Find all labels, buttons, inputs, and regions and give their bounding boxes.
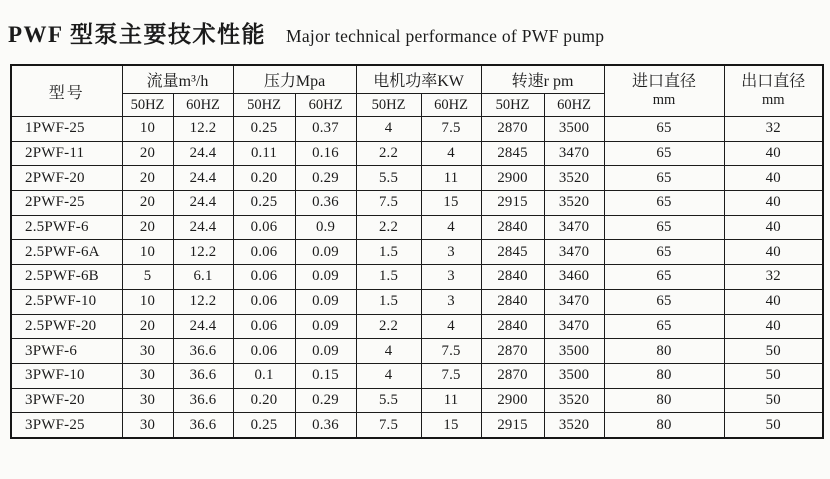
table-cell: 65 bbox=[604, 240, 724, 265]
table-cell: 2840 bbox=[481, 314, 544, 339]
table-cell: 0.09 bbox=[295, 339, 356, 364]
table-cell: 65 bbox=[604, 117, 724, 142]
table-cell: 1.5 bbox=[356, 289, 421, 314]
header-model: 型号 bbox=[11, 65, 122, 117]
table-cell: 3500 bbox=[544, 363, 604, 388]
table-cell: 2845 bbox=[481, 240, 544, 265]
model-cell: 2PWF-20 bbox=[11, 166, 122, 191]
table-cell: 2900 bbox=[481, 166, 544, 191]
table-cell: 2.2 bbox=[356, 215, 421, 240]
table-cell: 4 bbox=[356, 363, 421, 388]
model-cell: 3PWF-25 bbox=[11, 413, 122, 438]
table-cell: 0.11 bbox=[233, 141, 295, 166]
table-cell: 7.5 bbox=[356, 191, 421, 216]
table-cell: 65 bbox=[604, 191, 724, 216]
table-cell: 10 bbox=[122, 289, 173, 314]
table-cell: 12.2 bbox=[173, 289, 233, 314]
header-pressure-50hz: 50HZ bbox=[233, 94, 295, 117]
table-cell: 6.1 bbox=[173, 265, 233, 290]
table-cell: 2915 bbox=[481, 191, 544, 216]
table-row bbox=[11, 141, 823, 166]
table-cell: 0.09 bbox=[295, 240, 356, 265]
table-cell: 80 bbox=[604, 388, 724, 413]
table-cell: 10 bbox=[122, 117, 173, 142]
table-cell: 5 bbox=[122, 265, 173, 290]
table-cell: 0.29 bbox=[295, 166, 356, 191]
header-motor-power-60hz: 60HZ bbox=[421, 94, 481, 117]
header-motor-power-group: 电机功率KW bbox=[356, 65, 481, 94]
table-cell: 12.2 bbox=[173, 240, 233, 265]
model-cell: 2.5PWF-6 bbox=[11, 215, 122, 240]
table-cell: 4 bbox=[421, 314, 481, 339]
table-header bbox=[11, 65, 823, 117]
table-cell: 0.25 bbox=[233, 413, 295, 438]
table-cell: 3500 bbox=[544, 339, 604, 364]
model-cell: 3PWF-20 bbox=[11, 388, 122, 413]
table-cell: 0.06 bbox=[233, 339, 295, 364]
table-cell: 15 bbox=[421, 191, 481, 216]
model-cell: 2.5PWF-10 bbox=[11, 289, 122, 314]
table-cell: 65 bbox=[604, 141, 724, 166]
header-outlet-diameter-label: 出口直径 bbox=[741, 73, 806, 91]
table-row bbox=[11, 388, 823, 413]
table-cell: 4 bbox=[356, 117, 421, 142]
table-cell: 2840 bbox=[481, 289, 544, 314]
header-flow-60hz: 60HZ bbox=[173, 94, 233, 117]
table-cell: 7.5 bbox=[421, 363, 481, 388]
model-cell: 2PWF-25 bbox=[11, 191, 122, 216]
header-speed-50hz: 50HZ bbox=[481, 94, 544, 117]
header-inlet-diameter-label: 进口直径 bbox=[632, 73, 697, 91]
table-row bbox=[11, 363, 823, 388]
table-cell: 40 bbox=[724, 289, 823, 314]
table-cell: 3520 bbox=[544, 191, 604, 216]
table-cell: 3 bbox=[421, 289, 481, 314]
table-row bbox=[11, 240, 823, 265]
table-cell: 3470 bbox=[544, 141, 604, 166]
header-speed-60hz: 60HZ bbox=[544, 94, 604, 117]
table-cell: 30 bbox=[122, 413, 173, 438]
table-cell: 30 bbox=[122, 388, 173, 413]
table-cell: 2915 bbox=[481, 413, 544, 438]
table-cell: 20 bbox=[122, 141, 173, 166]
table-cell: 3460 bbox=[544, 265, 604, 290]
header-flow-group: 流量m³/h bbox=[122, 65, 233, 94]
table-cell: 65 bbox=[604, 166, 724, 191]
model-cell: 1PWF-25 bbox=[11, 117, 122, 142]
table-body bbox=[11, 117, 823, 438]
table-row bbox=[11, 314, 823, 339]
table-cell: 24.4 bbox=[173, 191, 233, 216]
table-cell: 0.29 bbox=[295, 388, 356, 413]
table-cell: 0.09 bbox=[295, 314, 356, 339]
table-cell: 3520 bbox=[544, 388, 604, 413]
table-row bbox=[11, 289, 823, 314]
table-cell: 4 bbox=[421, 215, 481, 240]
table-cell: 30 bbox=[122, 339, 173, 364]
table-cell: 0.25 bbox=[233, 191, 295, 216]
header-inlet-diameter bbox=[604, 65, 724, 117]
table-cell: 2870 bbox=[481, 339, 544, 364]
table-cell: 0.36 bbox=[295, 191, 356, 216]
table-cell: 50 bbox=[724, 388, 823, 413]
table-row bbox=[11, 339, 823, 364]
table-cell: 11 bbox=[421, 388, 481, 413]
table-cell: 80 bbox=[604, 413, 724, 438]
table-cell: 0.06 bbox=[233, 265, 295, 290]
table-cell: 24.4 bbox=[173, 215, 233, 240]
header-speed-group: 转速r pm bbox=[481, 65, 604, 94]
page-title-english: Major technical performance of PWF pump bbox=[286, 26, 605, 46]
table-cell: 2.2 bbox=[356, 314, 421, 339]
table-cell: 0.36 bbox=[295, 413, 356, 438]
model-cell: 3PWF-10 bbox=[11, 363, 122, 388]
table-cell: 3520 bbox=[544, 413, 604, 438]
table-cell: 24.4 bbox=[173, 314, 233, 339]
table-cell: 3 bbox=[421, 265, 481, 290]
table-cell: 65 bbox=[604, 289, 724, 314]
table-cell: 50 bbox=[724, 363, 823, 388]
table-cell: 1.5 bbox=[356, 265, 421, 290]
table-cell: 40 bbox=[724, 166, 823, 191]
table-cell: 0.06 bbox=[233, 240, 295, 265]
table-cell: 65 bbox=[604, 314, 724, 339]
table-cell: 0.06 bbox=[233, 215, 295, 240]
table-cell: 1.5 bbox=[356, 240, 421, 265]
table-cell: 20 bbox=[122, 215, 173, 240]
table-cell: 3470 bbox=[544, 240, 604, 265]
table-cell: 0.16 bbox=[295, 141, 356, 166]
table-cell: 7.5 bbox=[421, 339, 481, 364]
table-cell: 0.09 bbox=[295, 265, 356, 290]
pump-spec-table bbox=[10, 64, 824, 439]
table-cell: 10 bbox=[122, 240, 173, 265]
table-cell: 12.2 bbox=[173, 117, 233, 142]
table-cell: 65 bbox=[604, 215, 724, 240]
table-cell: 7.5 bbox=[356, 413, 421, 438]
table-cell: 20 bbox=[122, 314, 173, 339]
table-row bbox=[11, 413, 823, 438]
table-row bbox=[11, 191, 823, 216]
table-cell: 40 bbox=[724, 141, 823, 166]
table-cell: 50 bbox=[724, 339, 823, 364]
table-cell: 0.37 bbox=[295, 117, 356, 142]
table-cell: 3470 bbox=[544, 215, 604, 240]
table-cell: 0.09 bbox=[295, 289, 356, 314]
table-cell: 80 bbox=[604, 363, 724, 388]
table-cell: 24.4 bbox=[173, 166, 233, 191]
table-cell: 50 bbox=[724, 413, 823, 438]
table-cell: 32 bbox=[724, 117, 823, 142]
table-cell: 30 bbox=[122, 363, 173, 388]
table-cell: 3470 bbox=[544, 314, 604, 339]
table-cell: 36.6 bbox=[173, 388, 233, 413]
page-header bbox=[8, 16, 604, 49]
table-cell: 0.9 bbox=[295, 215, 356, 240]
table-cell: 36.6 bbox=[173, 363, 233, 388]
model-cell: 2.5PWF-20 bbox=[11, 314, 122, 339]
table-row bbox=[11, 215, 823, 240]
table-cell: 3 bbox=[421, 240, 481, 265]
table-cell: 2870 bbox=[481, 363, 544, 388]
table-cell: 0.20 bbox=[233, 388, 295, 413]
table-cell: 0.1 bbox=[233, 363, 295, 388]
table-cell: 2845 bbox=[481, 141, 544, 166]
header-inlet-diameter-unit: mm bbox=[652, 91, 676, 108]
table-row bbox=[11, 265, 823, 290]
table-cell: 2870 bbox=[481, 117, 544, 142]
table-cell: 0.20 bbox=[233, 166, 295, 191]
header-flow-50hz: 50HZ bbox=[122, 94, 173, 117]
table-cell: 0.15 bbox=[295, 363, 356, 388]
table-cell: 3520 bbox=[544, 166, 604, 191]
table-cell: 5.5 bbox=[356, 388, 421, 413]
table-cell: 0.06 bbox=[233, 289, 295, 314]
table-cell: 40 bbox=[724, 240, 823, 265]
table-cell: 20 bbox=[122, 191, 173, 216]
table-cell: 40 bbox=[724, 314, 823, 339]
header-motor-power-50hz: 50HZ bbox=[356, 94, 421, 117]
page-title-chinese: PWF 型泵主要技术性能 bbox=[8, 22, 266, 47]
table-cell: 20 bbox=[122, 166, 173, 191]
table-cell: 65 bbox=[604, 265, 724, 290]
table-cell: 36.6 bbox=[173, 413, 233, 438]
header-outlet-diameter bbox=[724, 65, 823, 117]
table-cell: 2840 bbox=[481, 265, 544, 290]
table-cell: 36.6 bbox=[173, 339, 233, 364]
header-pressure-group: 压力Mpa bbox=[233, 65, 356, 94]
table-cell: 80 bbox=[604, 339, 724, 364]
model-cell: 3PWF-6 bbox=[11, 339, 122, 364]
table-cell: 4 bbox=[421, 141, 481, 166]
table-cell: 40 bbox=[724, 215, 823, 240]
table-cell: 2900 bbox=[481, 388, 544, 413]
table-cell: 2.2 bbox=[356, 141, 421, 166]
table-cell: 3470 bbox=[544, 289, 604, 314]
header-pressure-60hz: 60HZ bbox=[295, 94, 356, 117]
table-row bbox=[11, 166, 823, 191]
table-cell: 2840 bbox=[481, 215, 544, 240]
table-cell: 4 bbox=[356, 339, 421, 364]
model-cell: 2.5PWF-6A bbox=[11, 240, 122, 265]
table-cell: 40 bbox=[724, 191, 823, 216]
table-cell: 32 bbox=[724, 265, 823, 290]
table-cell: 7.5 bbox=[421, 117, 481, 142]
table-cell: 5.5 bbox=[356, 166, 421, 191]
table-cell: 24.4 bbox=[173, 141, 233, 166]
table-row bbox=[11, 117, 823, 142]
model-cell: 2.5PWF-6B bbox=[11, 265, 122, 290]
model-cell: 2PWF-11 bbox=[11, 141, 122, 166]
header-outlet-diameter-unit: mm bbox=[762, 91, 785, 108]
table-cell: 11 bbox=[421, 166, 481, 191]
table-cell: 3500 bbox=[544, 117, 604, 142]
table-cell: 0.06 bbox=[233, 314, 295, 339]
table-cell: 0.25 bbox=[233, 117, 295, 142]
table-cell: 15 bbox=[421, 413, 481, 438]
